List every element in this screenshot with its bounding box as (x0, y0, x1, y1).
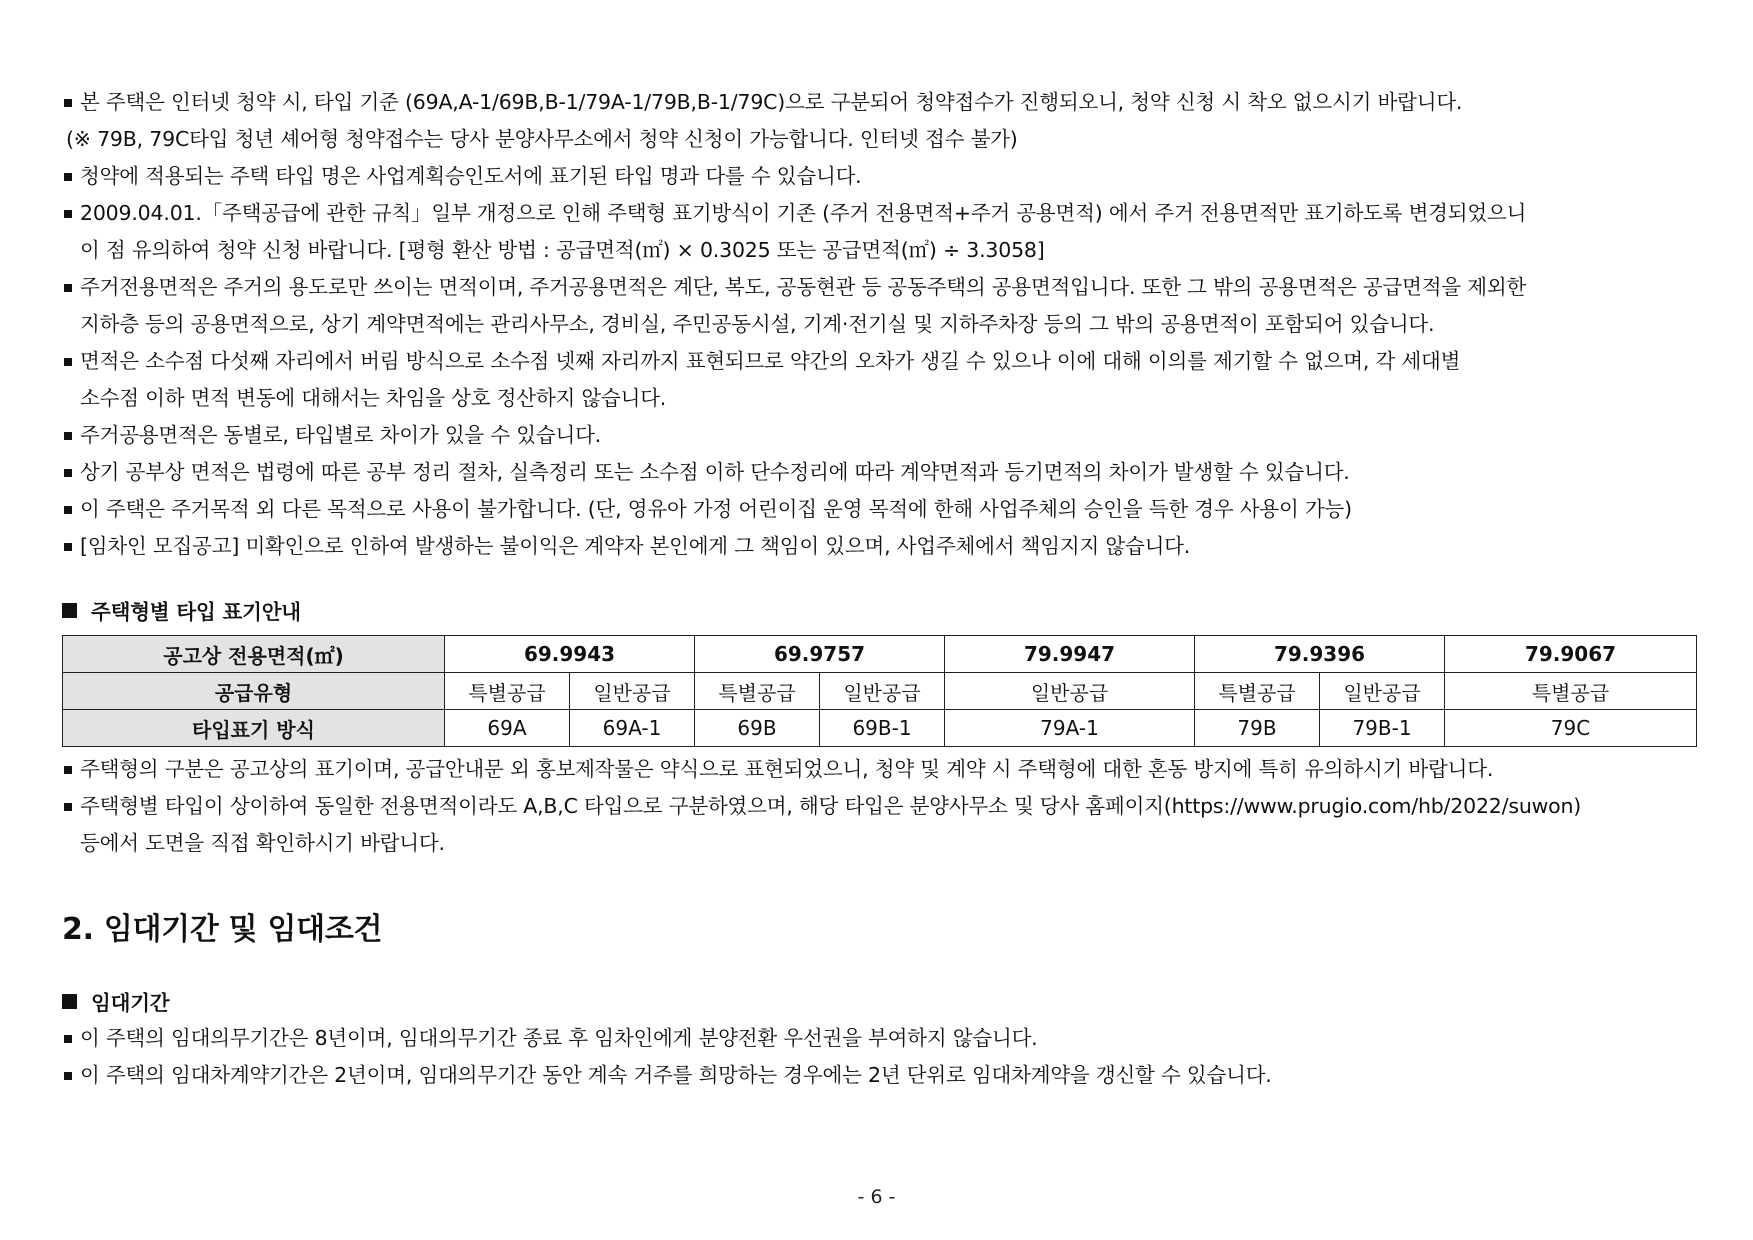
bullet-square-icon (64, 543, 72, 551)
bullet-square-icon (64, 432, 72, 440)
table-cell: 일반공급 (1320, 673, 1445, 710)
bullet-square-icon (64, 173, 72, 181)
type-notes-list (62, 751, 1702, 862)
notice-list-top-cont (62, 158, 1702, 565)
table-cell: 특별공급 (1445, 673, 1697, 710)
heading-square-icon (62, 994, 77, 1009)
list-item: 2009.04.01.「주택공급에 관한 규칙」일부 개정으로 인해 주택형 표기방식이 기존 (주거 전용면적+주거 공용면적) 에서 주거 전용면적만 표기하도록 변경되었으니 이 점 유의하여 청약 신청 바랍니다. [평형 환산 방법 : 공급면적(㎡) × 0.3025 또는 공급면적(㎡) ÷ 3.3058] (62, 195, 1702, 269)
list-item: 주거공용면적은 동별로, 타입별로 차이가 있을 수 있습니다. (62, 417, 1702, 454)
table-header-cell: 공고상 전용면적(㎡) (63, 636, 445, 673)
table-cell: 69A (445, 710, 570, 747)
note-79-type: (※ 79B, 79C타입 청년 셰어형 청약접수는 당사 분양사무소에서 청약 신청이 가능합니다. 인터넷 접수 불가) (66, 127, 1018, 151)
table-cell: 69B-1 (820, 710, 945, 747)
list-item: 주택형별 타입이 상이하여 동일한 전용면적이라도 A,B,C 타입으로 구분하였으며, 해당 타입은 분양사무소 및 당사 홈페이지(https://www.prugio.com/hb/2022/suwon) 등에서 도면을 직접 확인하시기 바랍니다. (62, 788, 1702, 862)
bullet-square-icon (64, 766, 72, 774)
table-cell: 일반공급 (820, 673, 945, 710)
table-row (63, 636, 1697, 673)
list-item: 본 주택은 인터넷 청약 시, 타입 기준 (69A,A-1/69B,B-1/79A-1/79B,B-1/79C)으로 구분되어 청약접수가 진행되오니, 청약 신청 시 착오 없으시기 바랍니다. (62, 84, 1702, 121)
list-item: [임차인 모집공고] 미확인으로 인하여 발생하는 불이익은 계약자 본인에게 그 책임이 있으며, 사업주체에서 책임지지 않습니다. (62, 528, 1702, 565)
table-cell: 일반공급 (945, 673, 1195, 710)
bullet-square-icon (64, 210, 72, 218)
chapter-title: 2. 임대기간 및 임대조건 (62, 912, 383, 947)
table-cell: 일반공급 (570, 673, 695, 710)
table-cell: 79B-1 (1320, 710, 1445, 747)
bullet-square-icon (64, 1072, 72, 1080)
list-item: 이 주택은 주거목적 외 다른 목적으로 사용이 불가합니다. (단, 영유아 가정 어린이집 운영 목적에 한해 사업주체의 승인을 득한 경우 사용이 가능) (62, 491, 1702, 528)
bullet-square-icon (64, 506, 72, 514)
table-cell: 79.9396 (1195, 636, 1445, 673)
table-cell: 특별공급 (1195, 673, 1320, 710)
heading-square-icon (62, 603, 77, 618)
list-item: 이 주택의 임대의무기간은 8년이며, 임대의무기간 종료 후 임차인에게 분양전환 우선권을 부여하지 않습니다. (62, 1020, 1702, 1057)
list-item: 이 주택의 임대차계약기간은 2년이며, 임대의무기간 동안 계속 거주를 희망하는 경우에는 2년 단위로 임대차계약을 갱신할 수 있습니다. (62, 1057, 1702, 1094)
table-cell: 79A-1 (945, 710, 1195, 747)
type-section-heading: 주택형별 타입 표기안내 (62, 595, 1702, 625)
table-cell: 79.9947 (945, 636, 1195, 673)
lease-section-heading: 임대기간 (62, 986, 1702, 1016)
bullet-square-icon (64, 803, 72, 811)
page-number: - 6 - (857, 1186, 896, 1208)
table-header-cell: 공급유형 (63, 673, 445, 710)
table-cell: 79B (1195, 710, 1320, 747)
table-cell: 79C (1445, 710, 1697, 747)
list-item: 주택형의 구분은 공고상의 표기이며, 공급안내문 외 홍보제작물은 약식으로 표현되었으니, 청약 및 계약 시 주택형에 대한 혼동 방지에 특히 유의하시기 바랍니다. (62, 751, 1702, 788)
table-row (63, 710, 1697, 747)
table-cell: 79.9067 (1445, 636, 1697, 673)
table-cell: 69.9943 (445, 636, 695, 673)
bullet-square-icon (64, 469, 72, 477)
table-cell: 69.9757 (695, 636, 945, 673)
table-header-cell: 타입표기 방식 (63, 710, 445, 747)
notice-list-top (62, 84, 1702, 121)
list-item: 주거전용면적은 주거의 용도로만 쓰이는 면적이며, 주거공용면적은 계단, 복도, 공동현관 등 공동주택의 공용면적입니다. 또한 그 밖의 공용면적은 공급면적을 제외한 지하층 등의 공용면적으로, 상기 계약면적에는 관리사무소, 경비실, 주민공동시설, 기계·전기실 및 지하주차장 등의 그 밖의 공용면적이 포함되어 있습니다. (62, 269, 1702, 343)
list-item: 청약에 적용되는 주택 타입 명은 사업계획승인도서에 표기된 타입 명과 다를 수 있습니다. (62, 158, 1702, 195)
bullet-square-icon (64, 99, 72, 107)
table-row (63, 673, 1697, 710)
bullet-square-icon (64, 358, 72, 366)
document-page (62, 84, 1702, 1094)
table-cell: 69A-1 (570, 710, 695, 747)
bullet-square-icon (64, 1035, 72, 1043)
bullet-square-icon (64, 284, 72, 292)
table-cell: 특별공급 (695, 673, 820, 710)
list-item: 면적은 소수점 다섯째 자리에서 버림 방식으로 소수점 넷째 자리까지 표현되므로 약간의 오차가 생길 수 있으나 이에 대해 이의를 제기할 수 없으며, 각 세대별 소수점 이하 면적 변동에 대해서는 차임을 상호 정산하지 않습니다. (62, 343, 1702, 417)
lease-list (62, 1020, 1702, 1094)
table-cell: 특별공급 (445, 673, 570, 710)
table-cell: 69B (695, 710, 820, 747)
list-item: 상기 공부상 면적은 법령에 따른 공부 정리 절차, 실측정리 또는 소수점 이하 단수정리에 따라 계약면적과 등기면적의 차이가 발생할 수 있습니다. (62, 454, 1702, 491)
type-table (62, 635, 1697, 747)
